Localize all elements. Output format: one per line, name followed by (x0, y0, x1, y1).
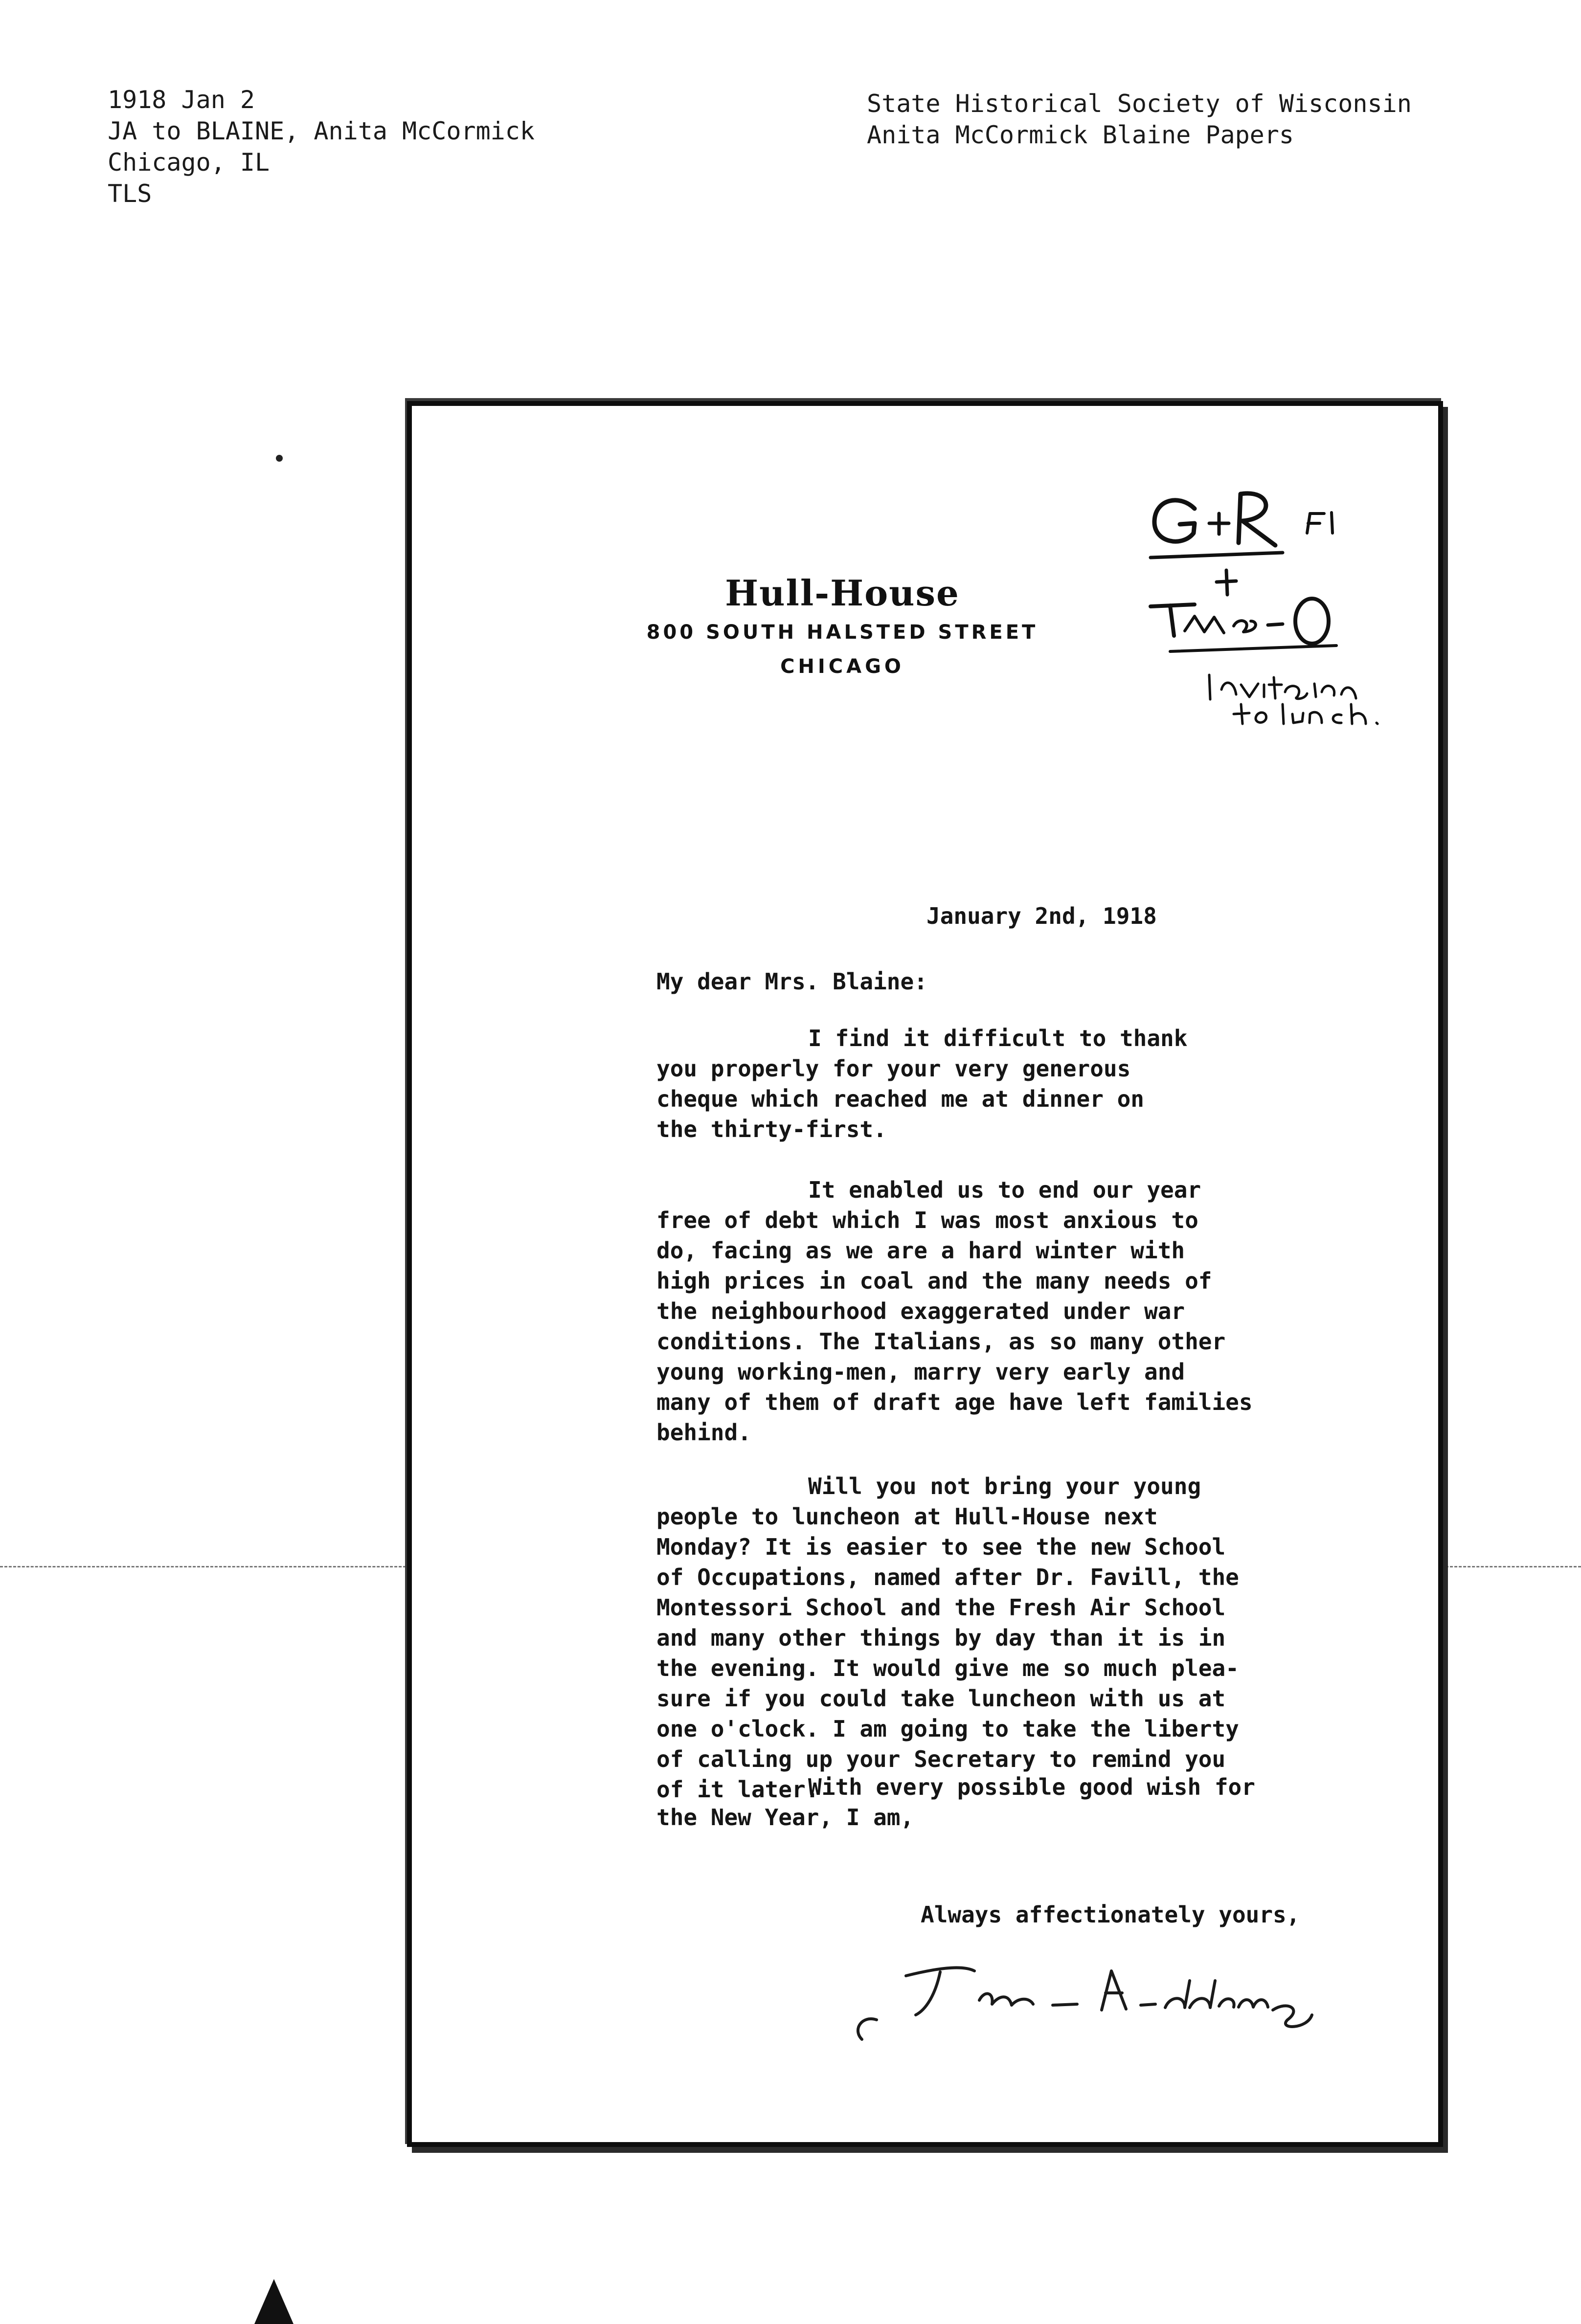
text-line: young working-men, marry very early and (656, 1359, 1185, 1385)
handwritten-annotation (1136, 474, 1439, 729)
text-line: Montessori School and the Fresh Air School (656, 1594, 1226, 1621)
signature-handwritten (847, 1946, 1317, 2054)
catalog-repository: State Historical Society of Wisconsin (867, 89, 1412, 118)
text-line: one o'clock. I am going to take the liberty (656, 1716, 1239, 1742)
text-line: the evening. It would give me so much plea- (656, 1655, 1239, 1681)
text-line: sure if you could take luncheon with us at (656, 1685, 1226, 1712)
text-line: conditions. The Italians, as so many other (656, 1328, 1226, 1355)
text-line: behind. (656, 1419, 751, 1446)
letter-date: January 2nd, 1918 (926, 903, 1157, 929)
text-line: Will you not bring your young (808, 1473, 1201, 1499)
catalog-left (108, 84, 535, 209)
catalog-format: TLS (108, 179, 152, 208)
text-line: the New Year, I am, (656, 1804, 914, 1831)
text-line: and many other things by day than it is in (656, 1625, 1226, 1651)
catalog-correspondents: JA to BLAINE, Anita McCormick (108, 117, 535, 145)
fold-line-right (1445, 1566, 1581, 1569)
text-line: Monday? It is easier to see the new School (656, 1534, 1226, 1560)
letterhead-street: 800 SOUTH HALSTED STREET (646, 621, 1039, 644)
text-line: the neighbourhood exaggerated under war (656, 1298, 1185, 1324)
letterhead-name: Hull-House (725, 572, 960, 614)
text-line: people to luncheon at Hull-House next (656, 1503, 1158, 1530)
catalog-collection: Anita McCormick Blaine Papers (867, 121, 1294, 149)
catalog-right (867, 88, 1412, 151)
text-line: high prices in coal and the many needs of (656, 1268, 1212, 1294)
text-line: I find it difficult to thank (808, 1025, 1188, 1051)
text-line: cheque which reached me at dinner on (656, 1086, 1144, 1112)
text-line: of it later. (656, 1776, 819, 1803)
text-line: many of them of draft age have left families (656, 1389, 1253, 1415)
text-line: free of debt which I was most anxious to (656, 1207, 1198, 1233)
paragraph-invitation (656, 1471, 1239, 1805)
paragraph-thanks (656, 1023, 1187, 1144)
text-line: the thirty-first. (656, 1116, 887, 1142)
letter-closing: Always affectionately yours, (921, 1901, 1300, 1928)
catalog-place: Chicago, IL (108, 148, 270, 177)
letter-salutation: My dear Mrs. Blaine: (656, 968, 927, 995)
fold-line-left (0, 1566, 406, 1569)
text-line: do, facing as we are a hard winter with (656, 1237, 1185, 1264)
text-line: of Occupations, named after Dr. Favill, the (656, 1564, 1239, 1590)
paragraph-debt (656, 1175, 1253, 1448)
text-line: of calling up your Secretary to remind you (656, 1746, 1226, 1772)
text-line: you properly for your very generous (656, 1055, 1131, 1082)
letterhead-city: CHICAGO (780, 655, 904, 678)
text-line: With every possible good wish for (808, 1774, 1255, 1800)
paragraph-wishes (656, 1772, 1255, 1832)
letter-sheet (407, 401, 1443, 2147)
corner-mark (254, 2279, 294, 2324)
text-line: It enabled us to end our year (808, 1177, 1201, 1203)
margin-speck (276, 455, 283, 462)
catalog-date: 1918 Jan 2 (108, 86, 255, 114)
